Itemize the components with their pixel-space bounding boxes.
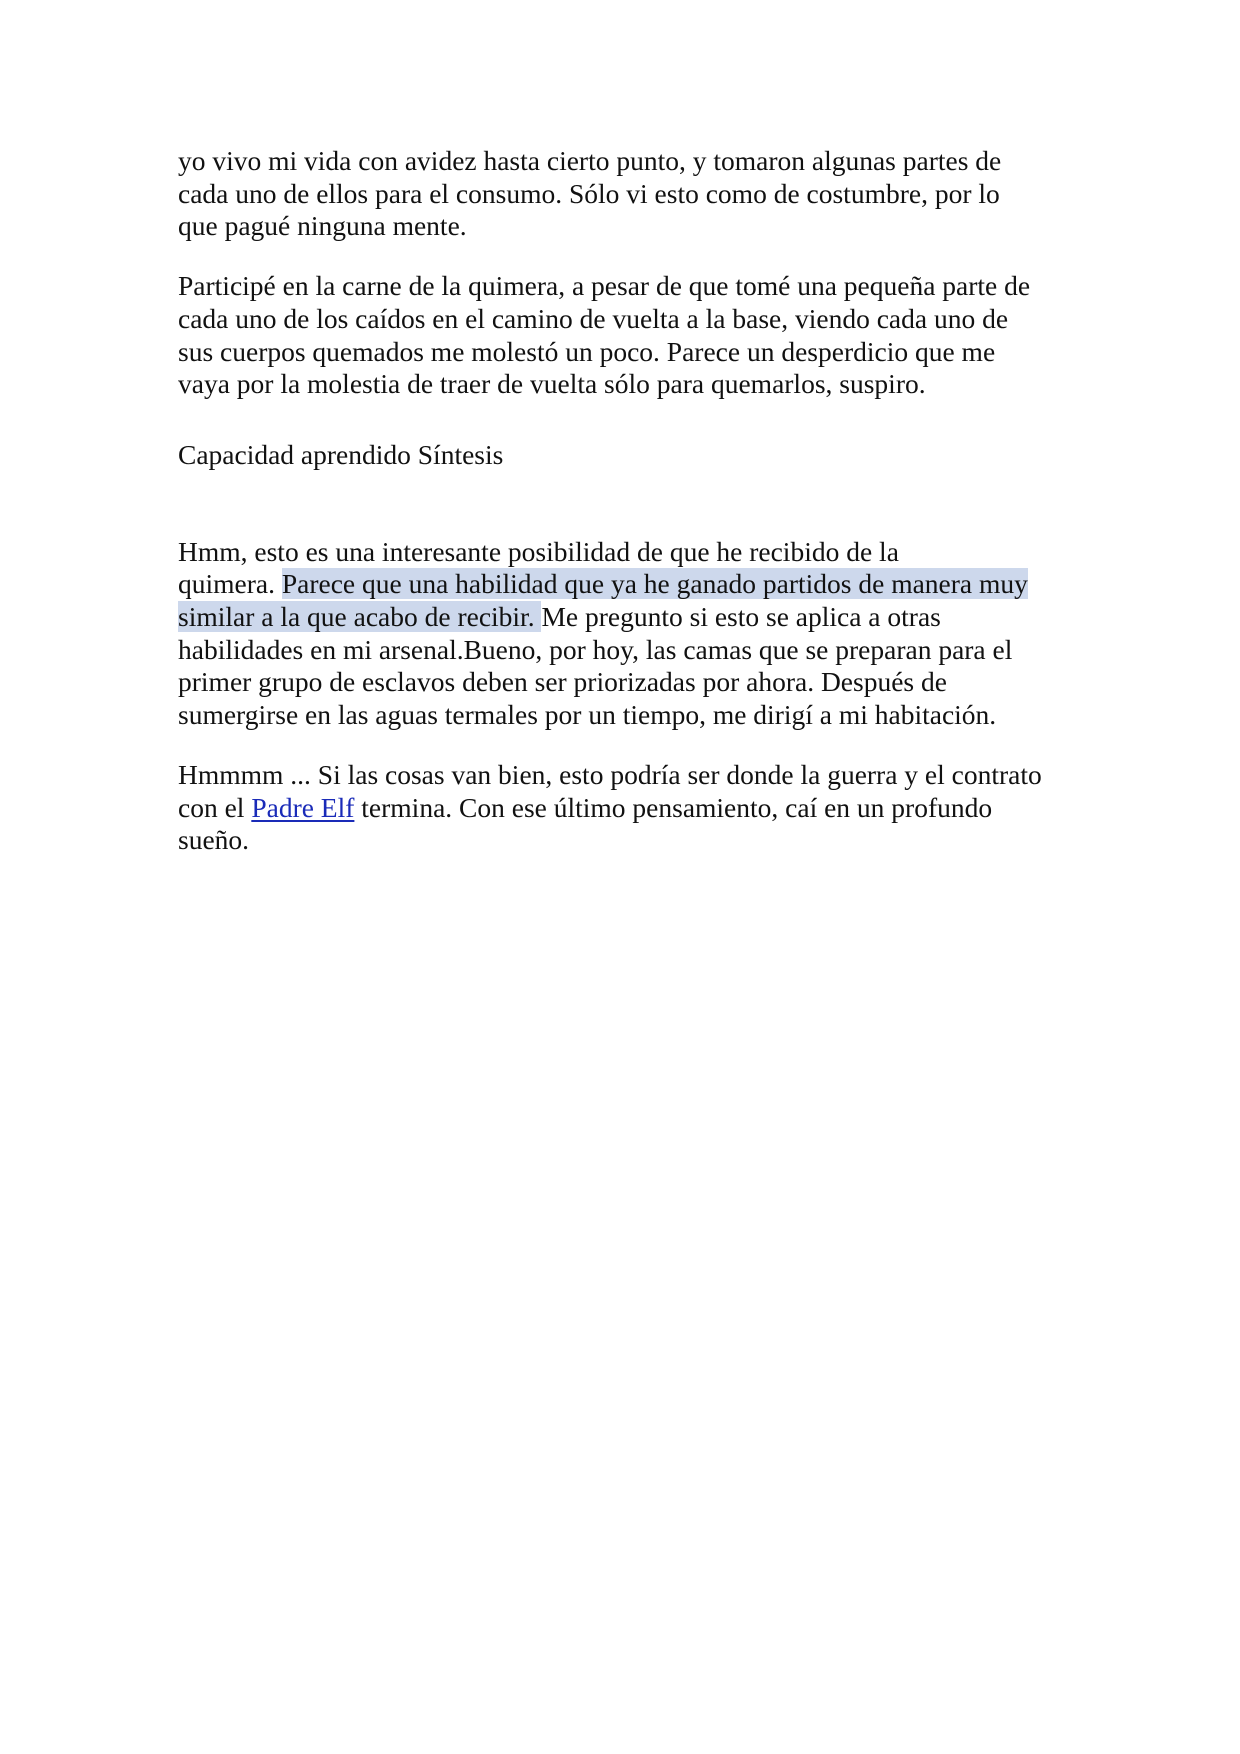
paragraph-line: sus cuerpos quemados me molestó un poco. Parece un desperdicio que me [178,335,996,367]
paragraph-line: yo vivo mi vida con avidez hasta cierto punto, y tomaron algunas partes de [178,145,1002,176]
line-text: quimera. [178,568,282,600]
paragraph-1 [178,145,1078,243]
paragraph-line: cada uno de los caídos en el camino de vuelta a la base, viendo cada uno de [178,302,1009,334]
paragraph-line: sumergirse en las aguas termales por un tiempo, me dirigí a mi habitación. [178,699,997,731]
selected-text[interactable]: similar a la que acabo de recibir. [178,601,542,633]
paragraph-3 [178,536,1078,732]
paragraph-line: habilidades en mi arsenal.Bueno, por hoy, las camas que se preparan para el [178,633,1013,665]
selected-text[interactable]: Parece que una habilidad que ya he ganado partidos de manera muy [281,568,1028,600]
paragraph-line: cada uno de ellos para el consumo. Sólo vi esto como de costumbre, por lo [178,177,1000,209]
paragraph-line [178,601,1078,634]
paragraph-2 [178,270,1078,401]
paragraph-line: vaya por la molestia de traer de vuelta sólo para quemarlos, suspiro. [178,368,926,400]
heading-text: Capacidad aprendido Síntesis [178,438,504,470]
line-text: con el [178,791,252,823]
paragraph-line: Participé en la carne de la quimera, a pesar de que tomé una pequeña parte de [178,270,1031,302]
paragraph-line [178,792,1078,825]
line-text: termina. Con ese último pensamiento, caí en un profundo [354,791,993,823]
paragraph-line: primer grupo de esclavos deben ser priorizadas por ahora. Después de [178,666,947,698]
paragraph-line: Hmm, esto es una interesante posibilidad de que he recibido de la [178,535,899,567]
document-body [178,145,1078,884]
paragraph-line: sueño. [178,824,250,856]
paragraph-line: Hmmmm ... Si las cosas van bien, esto podría ser donde la guerra y el contrato [178,758,1042,790]
section-heading [178,439,1078,472]
paragraph-4 [178,759,1078,857]
padre-elf-link[interactable]: Padre Elf [251,791,355,823]
line-text: Me pregunto si esto se aplica a otras [541,601,941,633]
paragraph-line: que pagué ninguna mente. [178,210,467,242]
paragraph-line [178,568,1078,601]
